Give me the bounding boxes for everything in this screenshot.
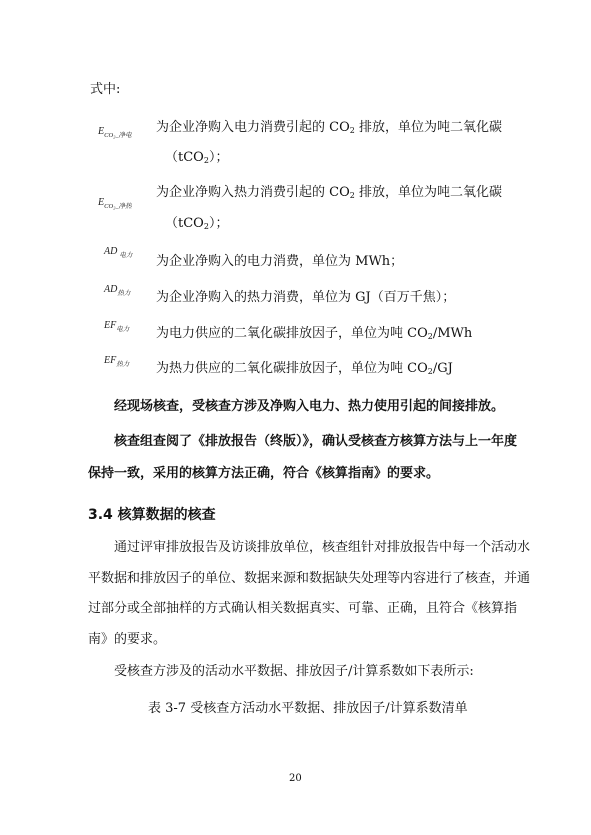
definition-text: /GJ — [432, 361, 453, 376]
symbol-subscript: 电力 — [119, 252, 133, 259]
definition-text: 为企业净购入热力消费引起的 CO — [156, 185, 350, 200]
definition-text: 为企业净购入电力消费引起的 CO — [156, 120, 350, 135]
definition-4: 为企业净购入的热力消费，单位为 GJ（百万千焦）； — [156, 290, 456, 305]
body-paragraph-line-3: 过部分或全部抽样的方式确认相关数据真实、可靠、正确，且符合《核算指 — [88, 601, 518, 616]
subscript: 2 — [203, 156, 209, 165]
symbol-main: E — [98, 197, 105, 208]
definition-5 — [156, 322, 472, 341]
subscript: 2 — [203, 222, 209, 231]
definition-text: 排放，单位为吨二氧化碳 — [354, 120, 502, 135]
bold-paragraph-2-line-2: 保持一致，采用的核算方法正确，符合《核算指南》的要求。 — [88, 466, 440, 481]
definition-1-line-1 — [156, 116, 502, 135]
symbol-subscript: CO₂_净热 — [104, 203, 132, 210]
definition-text: （tCO — [165, 216, 204, 231]
symbol-subscript: 热力 — [116, 361, 130, 368]
symbol-main: E — [98, 126, 105, 137]
table-caption: 表 3-7 受核查方活动水平数据、排放因子/计算系数清单 — [148, 701, 468, 716]
body-paragraph-line-4: 南》的要求。 — [88, 632, 167, 647]
body-paragraph-2: 受核查方涉及的活动水平数据、排放因子/计算系数如下表所示: — [114, 664, 474, 679]
symbol-subscript: 电力 — [116, 326, 130, 333]
definition-text: 排放，单位为吨二氧化碳 — [354, 185, 502, 200]
subscript: 2 — [427, 367, 433, 376]
page-number: 20 — [289, 773, 302, 784]
definition-text: /MWh — [432, 326, 473, 341]
symbol-main: EF — [104, 320, 117, 331]
definition-2-line-2 — [165, 212, 228, 231]
definition-text: 为热力供应的二氧化碳排放因子，单位为吨 CO — [156, 361, 428, 376]
symbol-e-co2-net-heat — [98, 197, 132, 208]
symbol-main: AD — [104, 246, 118, 257]
section-heading: 3.4 核算数据的核查 — [88, 507, 216, 523]
symbol-subscript: 热力 — [117, 290, 131, 297]
bold-paragraph-2-line-1: 核查组查阅了《排放报告（终版）》，确认受核查方核算方法与上一年度 — [114, 434, 518, 449]
bold-paragraph-1: 经现场核查，受核查方涉及净购入电力、热力使用引起的间接排放。 — [114, 399, 505, 414]
definition-text: 为电力供应的二氧化碳排放因子，单位为吨 CO — [156, 326, 428, 341]
definition-2-line-1 — [156, 181, 502, 200]
symbol-main: AD — [104, 284, 118, 295]
definition-3: 为企业净购入的电力消费，单位为 MWh； — [156, 254, 404, 269]
body-paragraph-line-1: 通过评审排放报告及访谈排放单位，核查组针对排放报告中每一个活动水 — [114, 540, 531, 555]
symbol-main: EF — [104, 355, 117, 366]
definition-text: （tCO — [165, 150, 204, 165]
subscript: 2 — [349, 191, 355, 200]
symbol-ef-heat — [104, 355, 129, 366]
subscript: 2 — [427, 332, 433, 341]
symbol-ef-electricity — [104, 320, 129, 331]
symbol-ad-heat — [104, 284, 130, 295]
body-paragraph-line-2: 平数据和排放因子的单位、数据来源和数据缺失处理等内容进行了核查，并通 — [88, 571, 531, 586]
symbol-ad-electricity — [104, 246, 133, 259]
definition-text: ）； — [208, 150, 229, 165]
symbol-subscript: CO₂_净电 — [104, 132, 132, 139]
definition-1-line-2 — [165, 146, 228, 165]
symbol-e-co2-net-electricity — [98, 126, 132, 137]
definition-6 — [156, 357, 453, 376]
subscript: 2 — [349, 126, 355, 135]
intro-label: 式中: — [90, 82, 121, 97]
definition-text: ）； — [208, 216, 229, 231]
